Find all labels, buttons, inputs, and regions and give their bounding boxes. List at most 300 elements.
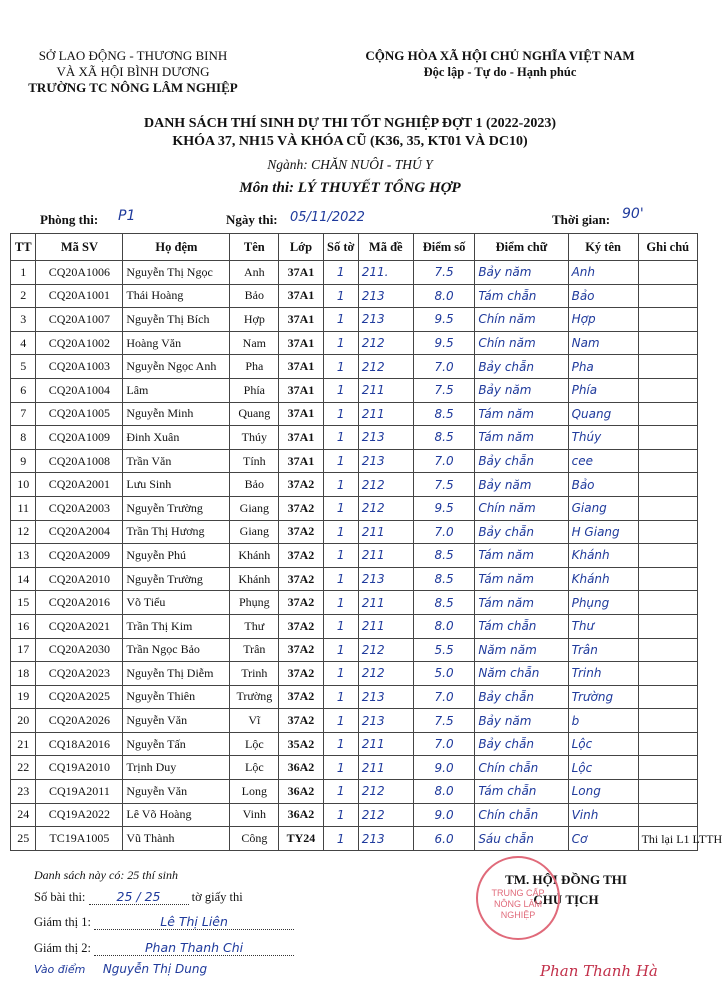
cell-diem-so: 7.0 — [413, 355, 474, 379]
cell-diem-chu: Năm chẵn — [475, 662, 568, 686]
cell-ma-sv: CQ20A1005 — [36, 402, 123, 426]
cell-tt: 20 — [11, 709, 36, 733]
cell-ma-de: 211 — [358, 614, 413, 638]
cell-ho-dem: Nguyễn Trường — [123, 496, 230, 520]
cell-ma-sv: CQ20A2026 — [36, 709, 123, 733]
cell-ma-sv: CQ19A2022 — [36, 803, 123, 827]
cell-tt: 9 — [11, 449, 36, 473]
cell-ma-de: 211 — [358, 591, 413, 615]
cell-ma-sv: CQ20A1001 — [36, 284, 123, 308]
cell-so-to: 1 — [323, 261, 358, 285]
room-label: Phòng thi: — [40, 212, 99, 227]
cell-ghi-chu — [638, 803, 697, 827]
cell-ten: Vinh — [230, 803, 279, 827]
cell-tt: 17 — [11, 638, 36, 662]
cell-tt: 5 — [11, 355, 36, 379]
cell-diem-chu: Sáu chẵn — [475, 827, 568, 851]
cell-ma-de: 213 — [358, 449, 413, 473]
cell-ghi-chu — [638, 378, 697, 402]
cell-so-to: 1 — [323, 473, 358, 497]
cell-ho-dem: Vũ Thành — [123, 827, 230, 851]
cell-tt: 11 — [11, 496, 36, 520]
cell-so-to: 1 — [323, 567, 358, 591]
cell-ghi-chu — [638, 638, 697, 662]
board-role: CHỦ TỊCH — [533, 892, 599, 907]
cell-ghi-chu — [638, 567, 697, 591]
cell-lop: 37A2 — [279, 662, 324, 686]
date-label: Ngày thi: — [226, 212, 278, 227]
stamp-text: TRUNG CẤP NÔNG LÂM NGHIỆP — [491, 888, 545, 920]
table-row — [11, 827, 698, 851]
cell-diem-so: 8.5 — [413, 402, 474, 426]
table-row — [11, 449, 698, 473]
cell-ky-ten: Quang — [568, 402, 638, 426]
cell-so-to: 1 — [323, 308, 358, 332]
cell-ho-dem: Đinh Xuân — [123, 426, 230, 450]
scorer-signature: Nguyễn Thị Dung — [102, 962, 208, 976]
cell-ghi-chu — [638, 426, 697, 450]
proctor2-line — [34, 940, 294, 956]
cell-lop: 37A2 — [279, 614, 324, 638]
cell-diem-so: 7.0 — [413, 732, 474, 756]
cell-ho-dem: Lê Võ Hoàng — [123, 803, 230, 827]
cell-so-to: 1 — [323, 496, 358, 520]
cell-ky-ten: Trân — [568, 638, 638, 662]
cell-diem-so: 6.0 — [413, 827, 474, 851]
cell-diem-chu: Bảy năm — [475, 378, 568, 402]
document-title: DANH SÁCH THÍ SINH DỰ THI TỐT NGHIỆP ĐỢT 1 (2022-2023) — [143, 116, 557, 131]
scorer-line — [34, 962, 207, 976]
cell-tt: 24 — [11, 803, 36, 827]
table-row — [11, 473, 698, 497]
cell-lop: 37A2 — [279, 591, 324, 615]
cell-diem-so: 9.5 — [413, 331, 474, 355]
cell-lop: 37A2 — [279, 496, 324, 520]
cell-tt: 23 — [11, 780, 36, 804]
cell-tt: 15 — [11, 591, 36, 615]
cell-ho-dem: Nguyễn Minh — [123, 402, 230, 426]
table-row — [11, 355, 698, 379]
proctor2-signature: Phan Thanh Chi — [94, 940, 294, 956]
cell-diem-so: 5.0 — [413, 662, 474, 686]
table-row — [11, 426, 698, 450]
table-row — [11, 709, 698, 733]
cell-ma-sv: CQ20A2004 — [36, 520, 123, 544]
cell-ma-de: 212 — [358, 355, 413, 379]
papers-line — [34, 889, 243, 905]
cell-ky-ten: Trường — [568, 685, 638, 709]
cell-ten: Anh — [230, 261, 279, 285]
cell-lop: 37A2 — [279, 544, 324, 568]
cell-diem-chu: Bảy năm — [475, 473, 568, 497]
scorer-label: Vào điểm — [34, 963, 86, 976]
cell-ma-de: 212 — [358, 803, 413, 827]
cell-ho-dem: Trịnh Duy — [123, 756, 230, 780]
cell-ten: Khánh — [230, 567, 279, 591]
cell-ghi-chu — [638, 402, 697, 426]
cell-ma-de: 211 — [358, 378, 413, 402]
cell-tt: 1 — [11, 261, 36, 285]
cell-lop: 37A1 — [279, 449, 324, 473]
cell-diem-so: 9.5 — [413, 496, 474, 520]
cell-diem-chu: Bảy chẵn — [475, 685, 568, 709]
cell-ma-sv: CQ20A1006 — [36, 261, 123, 285]
cell-ho-dem: Nguyễn Ngọc Anh — [123, 355, 230, 379]
cell-so-to: 1 — [323, 614, 358, 638]
ministry-line1: SỞ LAO ĐỘNG - THƯƠNG BINH — [38, 48, 228, 63]
cell-ma-sv: CQ20A2016 — [36, 591, 123, 615]
proctor1-signature: Lê Thị Liên — [94, 914, 294, 930]
cell-ten: Lộc — [230, 732, 279, 756]
cell-ho-dem: Nguyễn Thị Bích — [123, 308, 230, 332]
cell-ky-ten: Long — [568, 780, 638, 804]
cell-ten: Thúy — [230, 426, 279, 450]
cell-ma-sv: CQ20A2030 — [36, 638, 123, 662]
cell-lop: 37A1 — [279, 261, 324, 285]
cell-ho-dem: Nguyễn Phú — [123, 544, 230, 568]
cell-tt: 13 — [11, 544, 36, 568]
table-row — [11, 520, 698, 544]
cell-ghi-chu: Thi lại L1 LTTH — [638, 827, 697, 851]
board-title: TM. HỘI ĐỒNG THI — [505, 872, 627, 887]
col-header-diem-so: Điểm số — [413, 234, 474, 261]
cell-lop: TY24 — [279, 827, 324, 851]
chair-name: Phan Thanh Hà — [540, 962, 658, 980]
table-row — [11, 567, 698, 591]
cell-diem-so: 8.5 — [413, 591, 474, 615]
table-header-row — [11, 234, 698, 261]
cell-ma-sv: CQ20A1009 — [36, 426, 123, 450]
cell-tt: 19 — [11, 685, 36, 709]
cell-ho-dem: Nguyễn Trường — [123, 567, 230, 591]
cell-ghi-chu — [638, 614, 697, 638]
cell-ma-de: 211 — [358, 732, 413, 756]
col-header-ma-sv: Mã SV — [36, 234, 123, 261]
cell-ma-sv: CQ20A1004 — [36, 378, 123, 402]
cell-ho-dem: Hoàng Văn — [123, 331, 230, 355]
cell-lop: 37A2 — [279, 473, 324, 497]
proctor2-label: Giám thị 2: — [34, 941, 91, 955]
cell-diem-so: 8.5 — [413, 567, 474, 591]
papers-suffix: tờ giấy thi — [191, 890, 243, 904]
cell-so-to: 1 — [323, 803, 358, 827]
cell-ho-dem: Trần Thị Hương — [123, 520, 230, 544]
republic-title: CỘNG HÒA XÃ HỘI CHỦ NGHĨA VIỆT NAM — [365, 48, 635, 63]
cell-tt: 16 — [11, 614, 36, 638]
cell-lop: 37A1 — [279, 284, 324, 308]
national-header-right — [330, 48, 670, 80]
cell-diem-chu: Bảy chẵn — [475, 449, 568, 473]
proctor1-line — [34, 914, 294, 930]
cell-ho-dem: Nguyễn Văn — [123, 780, 230, 804]
cell-ma-sv: CQ20A2003 — [36, 496, 123, 520]
cell-ten: Thư — [230, 614, 279, 638]
cell-ghi-chu — [638, 496, 697, 520]
cell-diem-chu: Bảy chẵn — [475, 520, 568, 544]
cell-tt: 6 — [11, 378, 36, 402]
cell-ten: Phụng — [230, 591, 279, 615]
cell-ky-ten: Giang — [568, 496, 638, 520]
cell-diem-so: 8.0 — [413, 780, 474, 804]
cell-tt: 7 — [11, 402, 36, 426]
cell-ma-sv: CQ19A2011 — [36, 780, 123, 804]
cell-lop: 37A1 — [279, 378, 324, 402]
table-row — [11, 378, 698, 402]
cell-ma-de: 212 — [358, 638, 413, 662]
cell-diem-chu: Bảy chẵn — [475, 355, 568, 379]
cell-ma-sv: CQ18A2016 — [36, 732, 123, 756]
cell-lop: 36A2 — [279, 803, 324, 827]
cell-ma-de: 212 — [358, 496, 413, 520]
cell-ky-ten: Cơ — [568, 827, 638, 851]
cell-ma-sv: CQ20A1008 — [36, 449, 123, 473]
cell-ho-dem: Trần Thị Kim — [123, 614, 230, 638]
cell-ten: Nam — [230, 331, 279, 355]
cell-ky-ten: Bảo — [568, 284, 638, 308]
proctor1-label: Giám thị 1: — [34, 915, 91, 929]
cell-ky-ten: Lộc — [568, 732, 638, 756]
cell-ky-ten: H Giang — [568, 520, 638, 544]
cell-so-to: 1 — [323, 355, 358, 379]
cell-ma-de: 213 — [358, 709, 413, 733]
cell-ma-de: 213 — [358, 426, 413, 450]
cell-ten: Trường — [230, 685, 279, 709]
official-stamp — [476, 856, 560, 940]
table-row — [11, 331, 698, 355]
cell-diem-so: 7.0 — [413, 520, 474, 544]
cell-so-to: 1 — [323, 638, 358, 662]
table-row — [11, 780, 698, 804]
cell-ma-sv: CQ20A2023 — [36, 662, 123, 686]
cell-ma-sv: CQ20A1002 — [36, 331, 123, 355]
table-row — [11, 544, 698, 568]
cell-ghi-chu — [638, 662, 697, 686]
cell-diem-so: 8.0 — [413, 614, 474, 638]
cell-ghi-chu — [638, 473, 697, 497]
table-row — [11, 662, 698, 686]
cell-ten: Long — [230, 780, 279, 804]
cell-so-to: 1 — [323, 780, 358, 804]
papers-label: Số bài thi: — [34, 890, 86, 904]
cell-ky-ten: Lộc — [568, 756, 638, 780]
cell-ghi-chu — [638, 591, 697, 615]
table-row — [11, 685, 698, 709]
cell-lop: 37A1 — [279, 426, 324, 450]
cell-diem-chu: Tám năm — [475, 591, 568, 615]
cell-ho-dem: Nguyễn Thị Diễm — [123, 662, 230, 686]
cell-ten: Trinh — [230, 662, 279, 686]
table-row — [11, 614, 698, 638]
table-row — [11, 756, 698, 780]
cell-so-to: 1 — [323, 591, 358, 615]
cell-tt: 12 — [11, 520, 36, 544]
table-row — [11, 638, 698, 662]
cell-diem-so: 8.5 — [413, 426, 474, 450]
table-row — [11, 803, 698, 827]
cell-ma-sv: CQ20A2009 — [36, 544, 123, 568]
cell-ghi-chu — [638, 780, 697, 804]
org-header-left — [18, 48, 248, 96]
table-row — [11, 496, 698, 520]
cell-lop: 36A2 — [279, 756, 324, 780]
cell-tt: 25 — [11, 827, 36, 851]
cell-ten: Tính — [230, 449, 279, 473]
time-label: Thời gian: — [552, 212, 611, 227]
cell-ky-ten: Trinh — [568, 662, 638, 686]
cell-ten: Quang — [230, 402, 279, 426]
cell-ky-ten: Thư — [568, 614, 638, 638]
cell-diem-chu: Bảy năm — [475, 261, 568, 285]
cell-lop: 37A2 — [279, 685, 324, 709]
cell-diem-chu: Tám năm — [475, 544, 568, 568]
cell-ten: Bảo — [230, 284, 279, 308]
cell-diem-so: 7.5 — [413, 378, 474, 402]
cell-ten: Phía — [230, 378, 279, 402]
cell-ho-dem: Nguyễn Tấn — [123, 732, 230, 756]
cell-ten: Vĩ — [230, 709, 279, 733]
cell-ma-de: 211. — [358, 261, 413, 285]
cell-ten: Công — [230, 827, 279, 851]
cell-ho-dem: Lưu Sinh — [123, 473, 230, 497]
cell-ma-sv: CQ20A2021 — [36, 614, 123, 638]
cell-ma-de: 212 — [358, 780, 413, 804]
table-row — [11, 261, 698, 285]
cell-diem-chu: Chín năm — [475, 308, 568, 332]
cell-tt: 4 — [11, 331, 36, 355]
candidate-table — [10, 233, 722, 851]
cell-ten: Bảo — [230, 473, 279, 497]
cell-diem-chu: Tám chẵn — [475, 284, 568, 308]
cell-diem-chu: Tám chẵn — [475, 780, 568, 804]
col-header-ten: Tên — [230, 234, 279, 261]
cell-ten: Hợp — [230, 308, 279, 332]
cell-ho-dem: Thái Hoàng — [123, 284, 230, 308]
cell-lop: 37A2 — [279, 567, 324, 591]
cell-ma-de: 213 — [358, 567, 413, 591]
cell-lop: 37A1 — [279, 355, 324, 379]
cell-ma-de: 211 — [358, 520, 413, 544]
col-header-lop: Lớp — [279, 234, 324, 261]
cell-ky-ten: Hợp — [568, 308, 638, 332]
col-header-ma-de: Mã đề — [358, 234, 413, 261]
col-header-ky-ten: Ký tên — [568, 234, 638, 261]
cell-diem-chu: Bảy năm — [475, 709, 568, 733]
cell-ghi-chu — [638, 355, 697, 379]
cell-diem-so: 7.0 — [413, 449, 474, 473]
cell-diem-so: 7.0 — [413, 685, 474, 709]
cell-diem-chu: Chín năm — [475, 331, 568, 355]
document-subtitle: KHÓA 37, NH15 VÀ KHÓA CŨ (K36, 35, KT01 VÀ DC10) — [172, 134, 528, 149]
subject-line: Môn thi: LÝ THUYẾT TỔNG HỢP — [239, 180, 461, 196]
candidate-count: Danh sách này có: 25 thí sinh — [34, 868, 178, 882]
cell-ho-dem: Nguyễn Thị Ngọc — [123, 261, 230, 285]
cell-tt: 14 — [11, 567, 36, 591]
cell-lop: 37A1 — [279, 402, 324, 426]
cell-so-to: 1 — [323, 685, 358, 709]
cell-ghi-chu — [638, 308, 697, 332]
room-value: P1 — [118, 208, 136, 224]
cell-ho-dem: Nguyễn Thiên — [123, 685, 230, 709]
cell-ma-de: 211 — [358, 756, 413, 780]
cell-ten: Giang — [230, 520, 279, 544]
cell-so-to: 1 — [323, 544, 358, 568]
cell-ma-sv: CQ20A1007 — [36, 308, 123, 332]
date-value: 05/11/2022 — [290, 210, 365, 225]
cell-ky-ten: Nam — [568, 331, 638, 355]
cell-lop: 37A1 — [279, 331, 324, 355]
cell-diem-so: 9.0 — [413, 803, 474, 827]
cell-ghi-chu — [638, 284, 697, 308]
table-row — [11, 591, 698, 615]
motto: Độc lập - Tự do - Hạnh phúc — [423, 65, 577, 79]
cell-so-to: 1 — [323, 402, 358, 426]
cell-ky-ten: Anh — [568, 261, 638, 285]
col-header-tt: TT — [11, 234, 36, 261]
cell-ma-sv: CQ19A2010 — [36, 756, 123, 780]
cell-diem-chu: Tám năm — [475, 402, 568, 426]
cell-ghi-chu — [638, 544, 697, 568]
cell-ghi-chu — [638, 756, 697, 780]
time-value: 90' — [622, 206, 644, 222]
cell-ghi-chu — [638, 732, 697, 756]
cell-diem-chu: Tám chẵn — [475, 614, 568, 638]
papers-value: 25 / 25 — [89, 889, 189, 905]
cell-diem-so: 7.5 — [413, 261, 474, 285]
cell-diem-chu: Tám năm — [475, 567, 568, 591]
cell-so-to: 1 — [323, 662, 358, 686]
cell-tt: 3 — [11, 308, 36, 332]
cell-ma-sv: CQ20A2010 — [36, 567, 123, 591]
cell-ma-de: 212 — [358, 331, 413, 355]
cell-diem-chu: Năm năm — [475, 638, 568, 662]
cell-ho-dem: Trần Ngọc Bảo — [123, 638, 230, 662]
cell-ghi-chu — [638, 261, 697, 285]
cell-ten: Giang — [230, 496, 279, 520]
school-name: TRƯỜNG TC NÔNG LÂM NGHIỆP — [28, 80, 238, 95]
cell-ky-ten: b — [568, 709, 638, 733]
cell-ten: Khánh — [230, 544, 279, 568]
cell-lop: 35A2 — [279, 732, 324, 756]
cell-ten: Trân — [230, 638, 279, 662]
cell-so-to: 1 — [323, 827, 358, 851]
cell-ma-de: 212 — [358, 662, 413, 686]
cell-ky-ten: Khánh — [568, 544, 638, 568]
table-row — [11, 402, 698, 426]
cell-diem-so: 7.5 — [413, 709, 474, 733]
cell-ghi-chu — [638, 449, 697, 473]
cell-ma-de: 211 — [358, 544, 413, 568]
cell-diem-so: 5.5 — [413, 638, 474, 662]
cell-diem-so: 7.5 — [413, 473, 474, 497]
cell-lop: 37A1 — [279, 308, 324, 332]
cell-ten: Pha — [230, 355, 279, 379]
table-row — [11, 308, 698, 332]
cell-ma-de: 213 — [358, 284, 413, 308]
cell-diem-chu: Bảy chẵn — [475, 732, 568, 756]
cell-ma-de: 213 — [358, 685, 413, 709]
cell-ky-ten: Phía — [568, 378, 638, 402]
cell-tt: 21 — [11, 732, 36, 756]
cell-lop: 36A2 — [279, 780, 324, 804]
cell-ten: Lộc — [230, 756, 279, 780]
cell-diem-chu: Chín chẵn — [475, 756, 568, 780]
cell-diem-chu: Chín chẵn — [475, 803, 568, 827]
cell-diem-so: 9.0 — [413, 756, 474, 780]
cell-diem-so: 8.5 — [413, 544, 474, 568]
cell-so-to: 1 — [323, 378, 358, 402]
cell-ky-ten: Khánh — [568, 567, 638, 591]
cell-lop: 37A2 — [279, 709, 324, 733]
